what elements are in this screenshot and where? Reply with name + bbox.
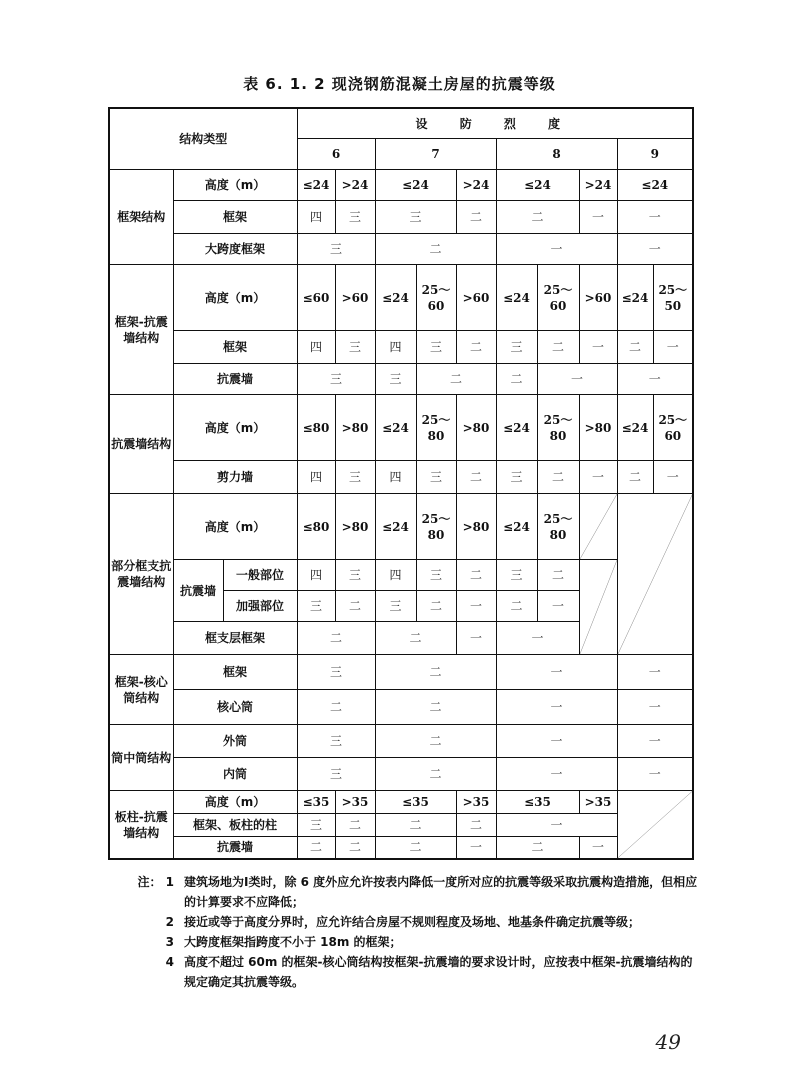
table-cell: ≤24: [375, 170, 456, 201]
table-cell: 一: [496, 655, 617, 690]
empty-cell-hatched: [617, 494, 693, 655]
table-cell: 25～60: [416, 265, 456, 331]
table-cell: 四: [375, 331, 416, 364]
table-cell: >35: [456, 791, 496, 814]
table-cell: 四: [375, 560, 416, 591]
row-label: 外筒: [173, 725, 297, 758]
page-number: 49: [655, 1030, 681, 1054]
table-cell: 二: [416, 591, 456, 622]
table-cell: >60: [335, 265, 375, 331]
table-cell: ≤24: [375, 265, 416, 331]
table-cell: 二: [375, 725, 496, 758]
table-cell: 三: [335, 331, 375, 364]
table-cell: 二: [375, 690, 496, 725]
note-text: 高度不超过 60m 的框架-核心筒结构按框架-抗震墙的要求设计时，应按表中框架-抗震墙结构的规定确定其抗震等级。: [184, 955, 693, 989]
table-cell: 一: [617, 234, 693, 265]
table-cell: ≤35: [375, 791, 456, 814]
table-cell: 三: [375, 591, 416, 622]
table-cell: 三: [335, 560, 375, 591]
table-cell: >80: [456, 494, 496, 560]
table-title: 表 6. 1. 2 现浇钢筋混凝土房屋的抗震等级: [243, 75, 556, 93]
table-cell: 四: [297, 461, 335, 494]
table-row: [109, 655, 693, 690]
table-row: [109, 494, 693, 560]
table-cell: 一: [617, 758, 693, 791]
table-cell: 二: [496, 364, 537, 395]
group-frame-wall: 框架-抗震墙结构: [109, 265, 173, 395]
table-cell: 二: [335, 591, 375, 622]
table-cell: 二: [617, 461, 653, 494]
table-notes: [118, 872, 698, 992]
row-label: 高度（m）: [173, 265, 297, 331]
table-cell: 二: [496, 836, 579, 859]
table-cell: >60: [456, 265, 496, 331]
table-cell: >35: [335, 791, 375, 814]
table-row: [109, 791, 693, 814]
table-cell: 四: [375, 461, 416, 494]
notes-label: 注：: [137, 875, 162, 889]
table-cell: 一: [617, 690, 693, 725]
group-shear-wall: 抗震墙结构: [109, 395, 173, 494]
table-cell: 二: [375, 234, 496, 265]
table-cell: ≤24: [496, 494, 537, 560]
table-row: [109, 364, 693, 395]
table-cell: 三: [297, 725, 375, 758]
table-cell: 二: [297, 836, 335, 859]
note-item: [118, 932, 698, 952]
table-row: [109, 813, 693, 836]
group-slab-column: 板柱-抗震墙结构: [109, 791, 173, 859]
table-cell: 一: [496, 813, 617, 836]
group-frame: 框架结构: [109, 170, 173, 265]
table-row: [109, 725, 693, 758]
note-num: 1: [165, 875, 174, 889]
table-cell: ≤60: [297, 265, 335, 331]
intensity-8: 8: [496, 139, 617, 170]
note-item: [118, 872, 698, 912]
note-item: [118, 952, 698, 992]
table-cell: 三: [297, 813, 335, 836]
table-cell: 四: [297, 201, 335, 234]
table-cell: 一: [617, 364, 693, 395]
table-cell: 三: [297, 364, 375, 395]
table-cell: 四: [297, 331, 335, 364]
table-row: [109, 201, 693, 234]
table-cell: 三: [416, 461, 456, 494]
row-label: 大跨度框架: [173, 234, 297, 265]
table-cell: 一: [496, 234, 617, 265]
table-cell: 二: [496, 201, 579, 234]
row-label: 框架: [173, 331, 297, 364]
table-cell: 一: [537, 364, 617, 395]
table-cell: 二: [456, 201, 496, 234]
row-label: 抗震墙: [173, 560, 223, 622]
table-cell: 一: [496, 622, 579, 655]
table-cell: 一: [496, 725, 617, 758]
table-cell: 二: [375, 622, 456, 655]
row-label: 高度（m）: [173, 170, 297, 201]
table-cell: >80: [335, 494, 375, 560]
table-cell: 二: [297, 622, 375, 655]
table-cell: >80: [579, 395, 617, 461]
table-row: [109, 836, 693, 859]
table-cell: 一: [456, 836, 496, 859]
row-label: 高度（m）: [173, 395, 297, 461]
table-cell: ≤24: [375, 395, 416, 461]
table-cell: ≤35: [496, 791, 579, 814]
table-cell: ≤24: [617, 395, 653, 461]
row-label: 一般部位: [223, 560, 297, 591]
table-cell: 二: [456, 560, 496, 591]
table-cell: >60: [579, 265, 617, 331]
row-label: 框支层框架: [173, 622, 297, 655]
table-cell: 一: [496, 690, 617, 725]
table-cell: 一: [579, 331, 617, 364]
table-row: [109, 395, 693, 461]
table-cell: >80: [335, 395, 375, 461]
empty-cell-hatched: [579, 494, 617, 560]
table-cell: 三: [297, 234, 375, 265]
note-number: 4: [165, 955, 174, 969]
structure-type-header: 结构类型: [109, 108, 297, 170]
row-label: 框架: [173, 201, 297, 234]
row-label: 内筒: [173, 758, 297, 791]
table-cell: 三: [496, 331, 537, 364]
table-cell: >80: [456, 395, 496, 461]
table-cell: 二: [617, 331, 653, 364]
row-label: 核心筒: [173, 690, 297, 725]
table-row: [109, 758, 693, 791]
table-cell: 25～80: [416, 494, 456, 560]
row-label: 剪力墙: [173, 461, 297, 494]
note-text: 接近或等于高度分界时，应允许结合房屋不规则程度及场地、地基条件确定抗震等级；: [184, 915, 641, 929]
table-cell: 二: [456, 331, 496, 364]
table-cell: 二: [456, 813, 496, 836]
table-cell: 一: [456, 591, 496, 622]
table-cell: 三: [416, 560, 456, 591]
table-cell: 25～60: [653, 395, 693, 461]
table-cell: 三: [496, 461, 537, 494]
table-cell: 二: [537, 560, 579, 591]
intensity-9: 9: [617, 139, 693, 170]
group-partial-frame: 部分框支抗震墙结构: [109, 494, 173, 655]
seismic-grade-table: [108, 107, 694, 860]
table-cell: 二: [335, 813, 375, 836]
table-cell: >24: [579, 170, 617, 201]
table-cell: 一: [617, 725, 693, 758]
table-cell: 三: [335, 201, 375, 234]
table-cell: 一: [653, 331, 693, 364]
table-cell: ≤24: [496, 170, 579, 201]
row-label: 高度（m）: [173, 494, 297, 560]
header-row: [109, 108, 693, 139]
table-cell: 一: [579, 836, 617, 859]
table-cell: 25～80: [416, 395, 456, 461]
table-cell: ≤24: [375, 494, 416, 560]
table-cell: 25～50: [653, 265, 693, 331]
group-tube-in-tube: 筒中筒结构: [109, 725, 173, 791]
table-cell: 一: [537, 591, 579, 622]
table-cell: 二: [537, 331, 579, 364]
table-row: [109, 170, 693, 201]
table-cell: ≤24: [496, 395, 537, 461]
empty-cell-hatched: [617, 791, 693, 859]
table-cell: 二: [335, 836, 375, 859]
table-cell: 二: [416, 364, 496, 395]
note-item: [118, 912, 698, 932]
table-cell: >24: [456, 170, 496, 201]
table-cell: ≤80: [297, 494, 335, 560]
table-cell: 四: [297, 560, 335, 591]
table-cell: 25～80: [537, 395, 579, 461]
table-cell: 二: [496, 591, 537, 622]
row-label: 高度（m）: [173, 791, 297, 814]
note-text: 大跨度框架指跨度不小于 18m 的框架；: [184, 935, 402, 949]
table-cell: 一: [496, 758, 617, 791]
table-cell: ≤35: [297, 791, 335, 814]
table-cell: 二: [375, 758, 496, 791]
intensity-7: 7: [375, 139, 496, 170]
row-label: 加强部位: [223, 591, 297, 622]
table-cell: ≤24: [496, 265, 537, 331]
row-label: 框架: [173, 655, 297, 690]
table-cell: ≤24: [297, 170, 335, 201]
note-number: 3: [165, 935, 174, 949]
table-cell: 三: [297, 758, 375, 791]
empty-cell-hatched: [579, 560, 617, 655]
table-cell: ≤24: [617, 170, 693, 201]
intensity-header: 设 防 烈 度: [297, 108, 693, 139]
table-cell: 三: [375, 201, 456, 234]
row-label: 抗震墙: [173, 364, 297, 395]
table-cell: 一: [653, 461, 693, 494]
note-text: 建筑场地为Ⅰ类时，除 6 度外应允许按表内降低一度所对应的抗震等级采取抗震构造措施，但相应的计算要求不应降低；: [184, 875, 698, 909]
table-cell: 三: [375, 364, 416, 395]
table-cell: 一: [456, 622, 496, 655]
table-cell: 二: [375, 836, 456, 859]
note-number: [118, 872, 184, 912]
table-cell: 25～60: [537, 265, 579, 331]
table-row: [109, 265, 693, 331]
table-cell: >24: [335, 170, 375, 201]
table-cell: 二: [537, 461, 579, 494]
table-cell: 一: [579, 461, 617, 494]
table-cell: 一: [579, 201, 617, 234]
table-cell: 三: [496, 560, 537, 591]
row-label: 抗震墙: [173, 836, 297, 859]
row-label: 框架、板柱的柱: [173, 813, 297, 836]
table-cell: 一: [617, 201, 693, 234]
intensity-6: 6: [297, 139, 375, 170]
table-cell: ≤24: [617, 265, 653, 331]
table-row: [109, 461, 693, 494]
table-cell: 二: [375, 813, 456, 836]
table-cell: 三: [297, 591, 335, 622]
table-cell: 25～80: [537, 494, 579, 560]
table-cell: 三: [335, 461, 375, 494]
note-number: 2: [165, 915, 174, 929]
table-row: [109, 234, 693, 265]
table-cell: ≤80: [297, 395, 335, 461]
group-frame-core: 框架-核心筒结构: [109, 655, 173, 725]
table-cell: 三: [297, 655, 375, 690]
table-cell: 二: [297, 690, 375, 725]
table-row: [109, 331, 693, 364]
table-cell: 二: [456, 461, 496, 494]
table-cell: 一: [617, 655, 693, 690]
table-cell: 三: [416, 331, 456, 364]
table-row: [109, 690, 693, 725]
table-cell: 二: [375, 655, 496, 690]
table-cell: >35: [579, 791, 617, 814]
table-row: [109, 560, 693, 591]
